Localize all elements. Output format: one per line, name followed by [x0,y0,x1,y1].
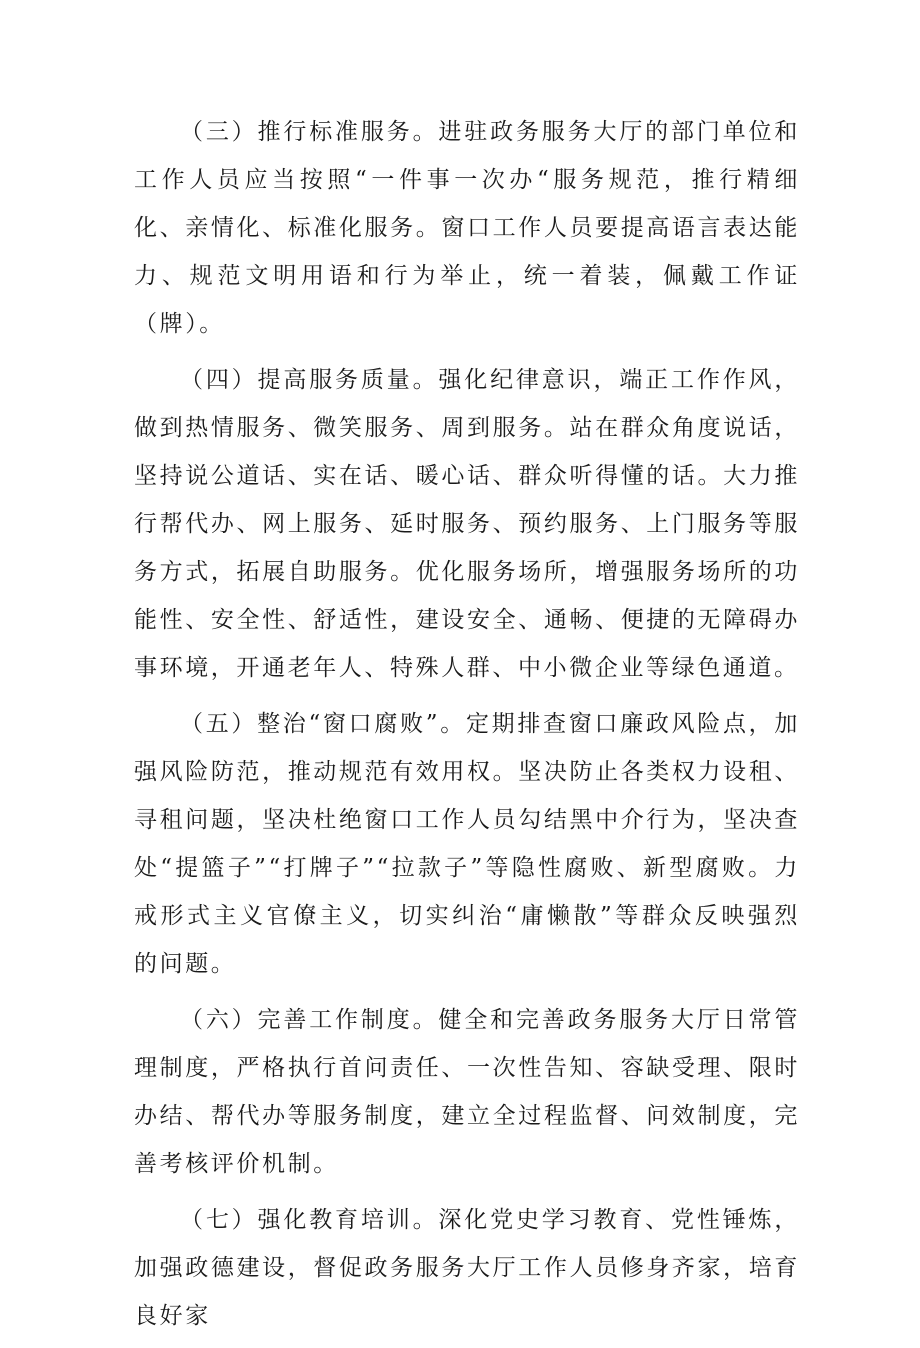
paragraph-section-5: （五）整治“窗口腐败”。定期排查窗口廉政风险点，加强风险防范，推动规范有效用权。坚决防止各类权力设租、寻租问题，坚决杜绝窗口工作人员勾结黑中介行为，坚决查处“提篮子”“打牌子”“拉款子”等隐性腐败、新型腐败。力戒形式主义官僚主义，切实纠治“庸懒散”等群众反映强烈的问题。 [134,711,800,977]
paragraph-section-6: （六）完善工作制度。健全和完善政务服务大厅日常管理制度，严格执行首问责任、一次性告知、容缺受理、限时办结、帮代办等服务制度，建立全过程监督、问效制度，完善考核评价机制。 [134,1007,800,1177]
document-body [134,108,800,1348]
paragraph-section-4: （四）提高服务质量。强化纪律意识，端正工作作风，做到热情服务、微笑服务、周到服务。站在群众角度说话，坚持说公道话、实在话、暖心话、群众听得懂的话。大力推行帮代办、网上服务、延时服务、预约服务、上门服务等服务方式，拓展自助服务。优化服务场所，增强服务场所的功能性、安全性、舒适性，建设安全、通畅、便捷的无障碍办事环境，开通老年人、特殊人群、中小微企业等绿色通道。 [134,367,800,681]
paragraph-section-7: （七）强化教育培训。深化党史学习教育、党性锤炼，加强政德建设，督促政务服务大厅工作人员修身齐家，培育良好家 [134,1207,800,1329]
paragraph-section-3: （三）推行标准服务。进驻政务服务大厅的部门单位和工作人员应当按照“一件事一次办“服务规范，推行精细化、亲情化、标准化服务。窗口工作人员要提高语言表达能力、规范文明用语和行为举止，统一着装，佩戴工作证（牌）。 [134,119,800,337]
